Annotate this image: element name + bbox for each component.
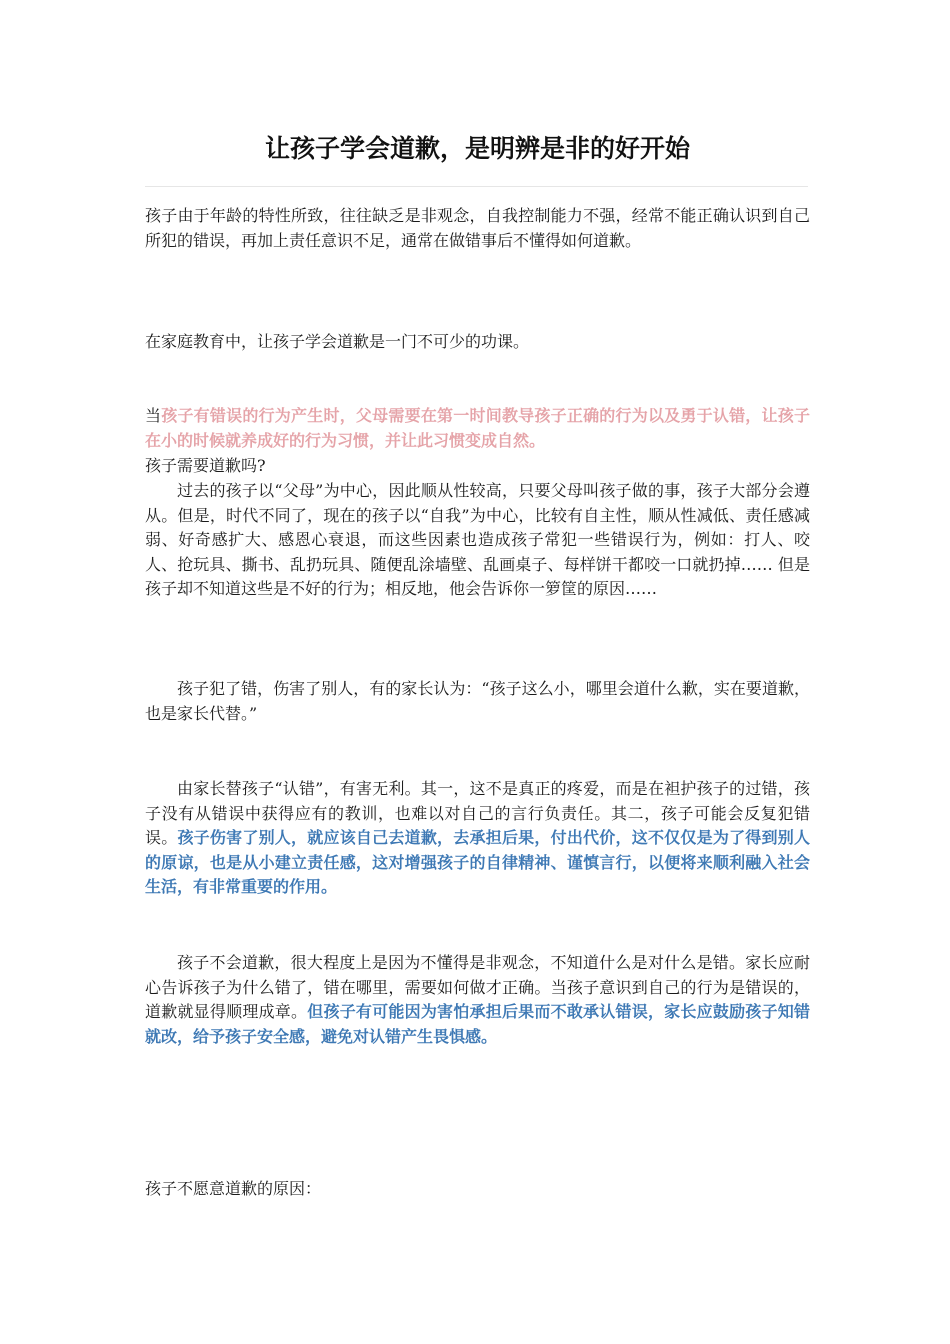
paragraph-parent-substitute bbox=[145, 777, 810, 900]
article-title: 让孩子学会道歉，是明辨是非的好开始 bbox=[264, 134, 690, 163]
paragraph-teach-correct-behavior bbox=[145, 404, 810, 453]
paragraph-past-children: 过去的孩子以“父母”为中心，因此顺从性较高，只要父母叫孩子做的事，孩子大部分会遵从。但是，时代不同了，现在的孩子以“自我”为中心，比较有自主性，顺从性减低、责任感减弱、好奇感扩大、感恩心衰退，而这些因素也造成孩子常犯一些错误行为，例如：打人、咬人、抢玩具、撕书、乱扔玩具、随便乱涂墙壁、乱画桌子、每样饼干都咬一口就扔掉…… 但是孩子却不知道这些是不好的行为；相反地，他会告诉你一箩筐的原因…… bbox=[145, 481, 810, 598]
section-heading-reasons: 孩子不愿意道歉的原因： bbox=[145, 1179, 322, 1198]
blue-highlight-text: 但孩子有可能因为害怕承担后果而不敢承认错误，家长应鼓励孩子知错就改，给予孩子安全感，避免对认错产生畏惧感。 bbox=[145, 1002, 810, 1046]
paragraph-right-and-wrong bbox=[145, 951, 810, 1049]
paragraph-plain-text: 孩子不会道歉，很大程度上是因为不懂得是非观念，不知道什么是对什么是错。家长应耐心告诉孩子为什么错了，错在哪里，需要如何做才正确。当孩子意识到自己的行为是错误的，道歉就显得顺理成章。 bbox=[145, 953, 810, 1021]
paragraph-intro: 孩子由于年龄的特性所致，往往缺乏是非观念，自我控制能力不强，经常不能正确认识到自己所犯的错误，再加上责任意识不足，通常在做错事后不懂得如何道歉。 bbox=[145, 206, 810, 250]
section-heading-need-apology: 孩子需要道歉吗? bbox=[145, 456, 266, 475]
paragraph-family-education: 在家庭教育中，让孩子学会道歉是一门不可少的功课。 bbox=[145, 332, 530, 351]
title-divider bbox=[145, 186, 808, 187]
paragraph-plain-text: 由家长替孩子“认错”，有害无利。其一，这不是真正的疼爱，而是在袒护孩子的过错，孩子没有从错误中获得应有的教训，也难以对自己的言行负责任。其二，孩子可能会反复犯错误。 bbox=[145, 779, 810, 847]
blue-highlight-text: 孩子伤害了别人，就应该自己去道歉，去承担后果，付出代价，这不仅仅是为了得到别人的原谅，也是从小建立责任感，这对增强孩子的自律精神、谨慎言行，以便将来顺利融入社会生活，有非常重要的作用。 bbox=[145, 828, 810, 896]
pink-highlight-text: 孩子有错误的行为产生时，父母需要在第一时间教导孩子正确的行为以及勇于认错，让孩子在小的时候就养成好的行为习惯，并让此习惯变成自然。 bbox=[145, 406, 810, 450]
paragraph-parents-view: 孩子犯了错，伤害了别人，有的家长认为：“孩子这么小，哪里会道什么歉，实在要道歉，也是家长代替。” bbox=[145, 679, 810, 723]
paragraph-lead-text: 当 bbox=[145, 406, 162, 425]
